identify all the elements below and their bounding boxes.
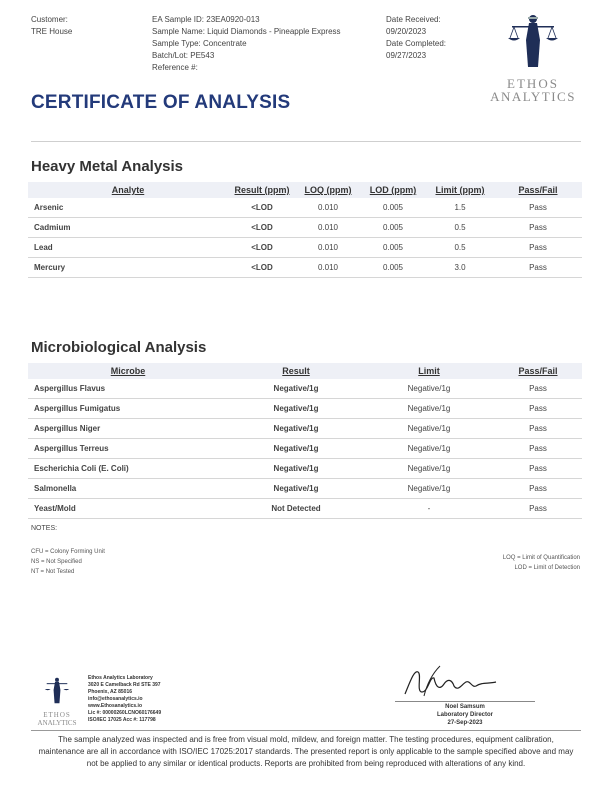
signer-name: Noel Samsum [445, 704, 485, 710]
table-row: Mercury <LOD 0.010 0.005 3.0 Pass [28, 258, 582, 278]
footer-divider [31, 730, 581, 731]
logo-small-line2: ANALYTICS [37, 719, 77, 727]
heavy-metal-table [28, 182, 582, 278]
col-limit: Limit [364, 363, 494, 379]
logo-small-line1: ETHOS [43, 711, 71, 719]
microbiological-title: Microbiological Analysis [31, 339, 207, 356]
notes-left [31, 547, 105, 577]
date-completed: 09/27/2023 [386, 51, 427, 60]
lab-iso: ISO/IEC 17025 Acc #: 117798 [88, 717, 156, 723]
ethos-logo-small [33, 676, 81, 726]
col-loq: LOQ (ppm) [296, 182, 360, 198]
footer-line3: not be applied to any similar or identical products. Reports are prohibited from being reproduced with alterations of any kind. [86, 759, 526, 768]
sample-id: EA Sample ID: 23EA0920-013 [152, 15, 260, 24]
title-divider [31, 141, 581, 142]
table-row: Salmonella Negative/1g Negative/1g Pass [28, 479, 582, 499]
table-row: Aspergillus Niger Negative/1g Negative/1g Pass [28, 419, 582, 439]
batch-lot: Batch/Lot: PE543 [152, 51, 215, 60]
sample-name: Sample Name: Liquid Diamonds - Pineapple Express [152, 27, 341, 36]
customer-label: Customer: [31, 15, 68, 24]
col-limit: Limit (ppm) [426, 182, 494, 198]
lab-email: info@ethosanalytics.io [88, 696, 143, 702]
customer-block [31, 14, 72, 38]
note-ns: NS = Not Specified [31, 559, 82, 565]
note-nt: NT = Not Tested [31, 569, 75, 575]
signature-image [400, 662, 500, 702]
date-received: 09/20/2023 [386, 27, 427, 36]
microbiological-table [28, 363, 582, 519]
col-analyte: Analyte [28, 182, 228, 198]
col-pass-fail: Pass/Fail [494, 363, 582, 379]
table-row: Aspergillus Terreus Negative/1g Negative/1g Pass [28, 439, 582, 459]
justice-figure-icon [484, 12, 582, 72]
date-completed-label: Date Completed: [386, 39, 447, 48]
logo-line1: ETHOS [507, 76, 559, 91]
col-microbe: Microbe [28, 363, 228, 379]
signer-role: Laboratory Director [436, 712, 493, 718]
justice-figure-icon [33, 676, 81, 706]
notes-label: NOTES: [31, 525, 58, 532]
lab-address2: Phoenix, AZ 85016 [88, 689, 132, 695]
sample-type: Sample Type: Concentrate [152, 39, 247, 48]
dates-block [386, 14, 446, 62]
lab-address1: 3020 E Camelback Rd STE 397 [88, 682, 161, 688]
col-pass-fail: Pass/Fail [494, 182, 582, 198]
col-result: Result (ppm) [228, 182, 296, 198]
lab-info [88, 675, 161, 724]
lab-license: Lic #: 00000260LCNO60176649 [88, 710, 162, 716]
notes-right [503, 553, 580, 573]
col-result: Result [228, 363, 364, 379]
logo-line2: ANALYTICS [490, 89, 576, 104]
signature-line [395, 701, 535, 702]
heavy-metal-title: Heavy Metal Analysis [31, 158, 184, 175]
heavy-metal-header-row [28, 182, 582, 198]
footer-disclaimer [20, 734, 592, 770]
note-lod: LOD = Limit of Detection [514, 565, 580, 571]
note-cfu: CFU = Colony Forming Unit [31, 549, 105, 555]
date-received-label: Date Received: [386, 15, 441, 24]
reference: Reference #: [152, 63, 198, 72]
sample-block [152, 14, 341, 74]
lab-web: www.Ethosanalytics.io [88, 703, 142, 709]
signature-block [395, 703, 535, 727]
table-row: Lead <LOD 0.010 0.005 0.5 Pass [28, 238, 582, 258]
page-title: CERTIFICATE OF ANALYSIS [31, 92, 291, 113]
table-row: Yeast/Mold Not Detected - Pass [28, 499, 582, 519]
customer-value: TRE House [31, 27, 73, 36]
footer-line2: maintenance are all in accordance with ISO/IEC 17025:2017 standards. The presented report is only applicable to the sample specified above and may [38, 747, 574, 756]
footer-line1: The sample analyzed was inspected and is free from visual mold, mildew, and foreign matter. The testing procedures, equipment calibration, [58, 735, 554, 744]
note-loq: LOQ = Limit of Quantification [502, 555, 580, 561]
table-row: Cadmium <LOD 0.010 0.005 0.5 Pass [28, 218, 582, 238]
table-row: Aspergillus Flavus Negative/1g Negative/1g Pass [28, 379, 582, 399]
col-lod: LOD (ppm) [360, 182, 426, 198]
table-row: Aspergillus Fumigatus Negative/1g Negative/1g Pass [28, 399, 582, 419]
microbiological-header-row [28, 363, 582, 379]
lab-name: Ethos Analytics Laboratory [88, 675, 153, 681]
ethos-logo [484, 12, 582, 112]
table-row: Arsenic <LOD 0.010 0.005 1.5 Pass [28, 198, 582, 218]
signature-date: 27-Sep-2023 [447, 720, 483, 726]
table-row: Escherichia Coli (E. Coli) Negative/1g Negative/1g Pass [28, 459, 582, 479]
